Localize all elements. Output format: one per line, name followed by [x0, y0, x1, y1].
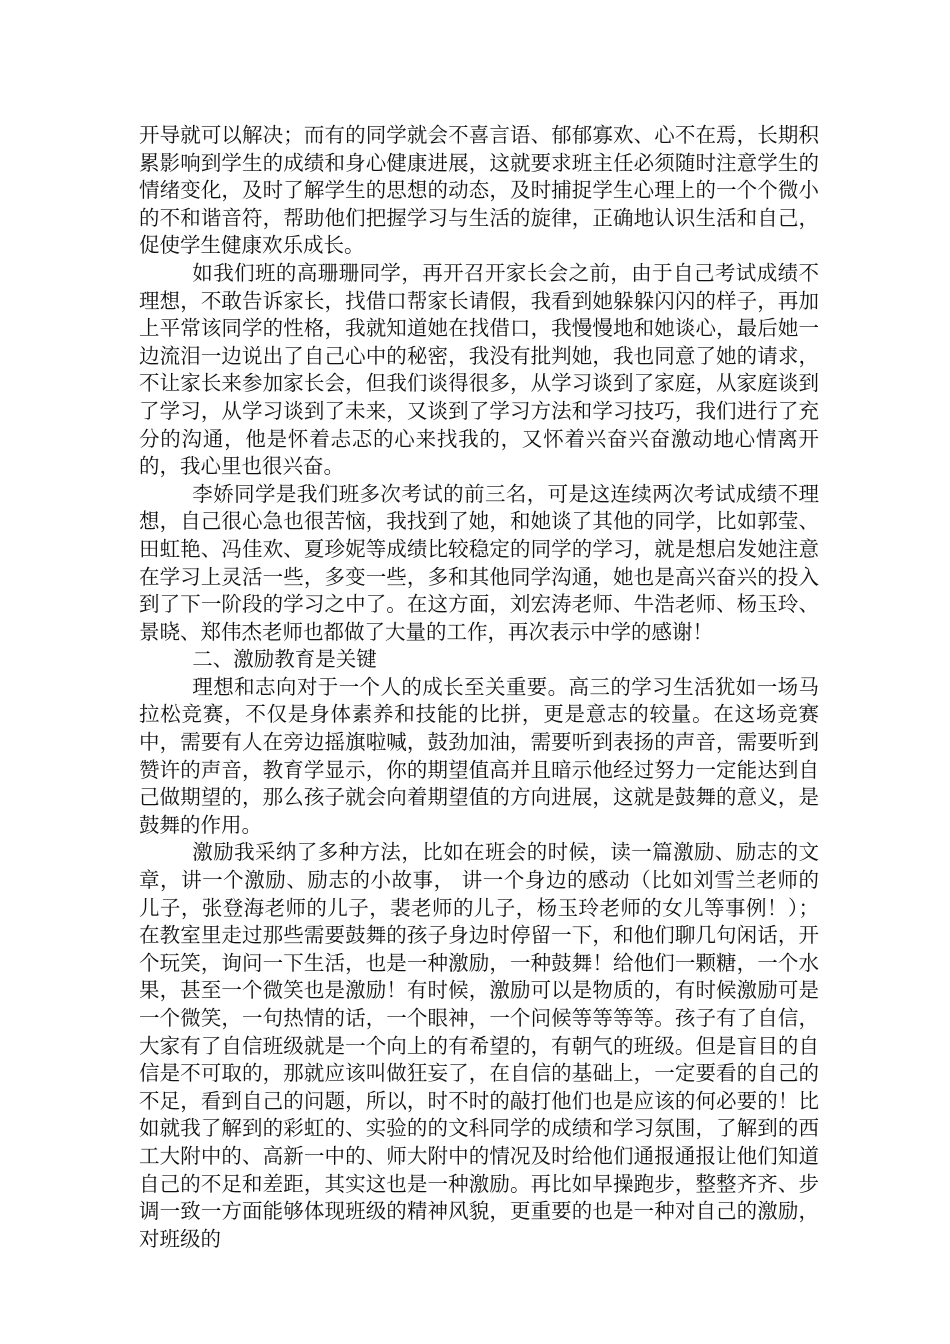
document-page	[139, 122, 819, 1253]
paragraph-gao-shanshan: 如我们班的高珊珊同学，再开召开家长会之前，由于自己考试成绩不理想，不敢告诉家长，找借口帮家长请假，我看到她躲躲闪闪的样子，再加上平常该同学的性格，我就知道她在找借口，我慢慢地和她谈心，最后她一边流泪一边说出了自己心中的秘密，我没有批判她，我也同意了她的请求，不让家长来参加家长会，但我们谈得很多，从学习谈到了家庭，从家庭谈到了学习，从学习谈到了未来，又谈到了学习方法和学习技巧，我们进行了充分的沟通，他是怀着忐忑的心来找我的，又怀着兴奋兴奋激动地心情离开的，我心里也很兴奋。	[139, 260, 819, 479]
paragraph-li-jiao: 李娇同学是我们班多次考试的前三名，可是这连续两次考试成绩不理想，自己很心急也很苦恼，我找到了她，和她谈了其他的同学，比如郭莹、田虹艳、冯佳欢、夏珍妮等成绩比较稳定的同学的学习，就是想启发她注意在学习上灵活一些，多变一些，多和其他同学沟通，她也是高兴奋兴的投入到了下一阶段的学习之中了。在这方面，刘宏涛老师、牛浩老师、杨玉玲、景晓、郑伟杰老师也都做了大量的工作，再次表示中学的感谢！	[139, 481, 819, 644]
paragraph-continuation: 开导就可以解决；而有的同学就会不喜言语、郁郁寡欢、心不在焉，长期积累影响到学生的成绩和身心健康进展，这就要求班主任必须随时注意学生的情绪变化，及时了解学生的思想的动态，及时捕捉学生心理上的一个个微小的不和谐音符，帮助他们把握学习与生活的旋律，正确地认识生活和自己，促使学生健康欢乐成长。	[139, 123, 819, 258]
paragraph-encouragement-methods: 激励我采纳了多种方法，比如在班会的时候，读一篇激励、励志的文章，讲一个激励、励志的小故事， 讲一个身边的感动（比如刘雪兰老师的儿子，张登海老师的儿子，裴老师的儿子，杨玉玲老师的女儿等事例！）；在教室里走过那些需要鼓舞的孩子身边时停留一下，和他们聊几句闲话，开个玩笑，询问一下生活，也是一种激励，一种鼓舞！给他们一颗糖，一个水果，甚至一个微笑也是激励！有时候，激励可以是物质的，有时候激励可是一个微笑，一句热情的话，一个眼神，一个问候等等等等。孩子有了自信，大家有了自信班级就是一个向上的有希望的，有朝气的班级。但是盲目的自信是不可取的，那就应该叫做狂妄了，在自信的基础上，一定要看的自己的不足，看到自己的问题，所以，时不时的敲打他们也是应该的何必要的！比如就我了解到的彩虹的、实验的的文科同学的成绩和学习氛围，了解到的西工大附中的、高新一中的、师大附中的情况及时给他们通报通报让他们知道自己的不足和差距，其实这也是一种激励。再比如早操跑步，整整齐齐、步调一致一方面能够体现班级的精神风貌，更重要的也是一种对自己的激励，对班级的	[139, 840, 819, 1251]
section-heading: 二、激励教育是关键	[192, 647, 377, 672]
paragraph-ideals: 理想和志向对于一个人的成长至关重要。高三的学习生活犹如一场马拉松竞赛，不仅是身体素养和技能的比拼，更是意志的较量。在这场竞赛中，需要有人在旁边摇旗啦喊，鼓劲加油，需要听到表扬的声音，需要听到赞许的声音，教育学显示，你的期望值高并且暗示他经过努力一定能达到自己做期望的，那么孩子就会向着期望值的方向进展，这就是鼓舞的意义，是鼓舞的作用。	[139, 674, 819, 837]
